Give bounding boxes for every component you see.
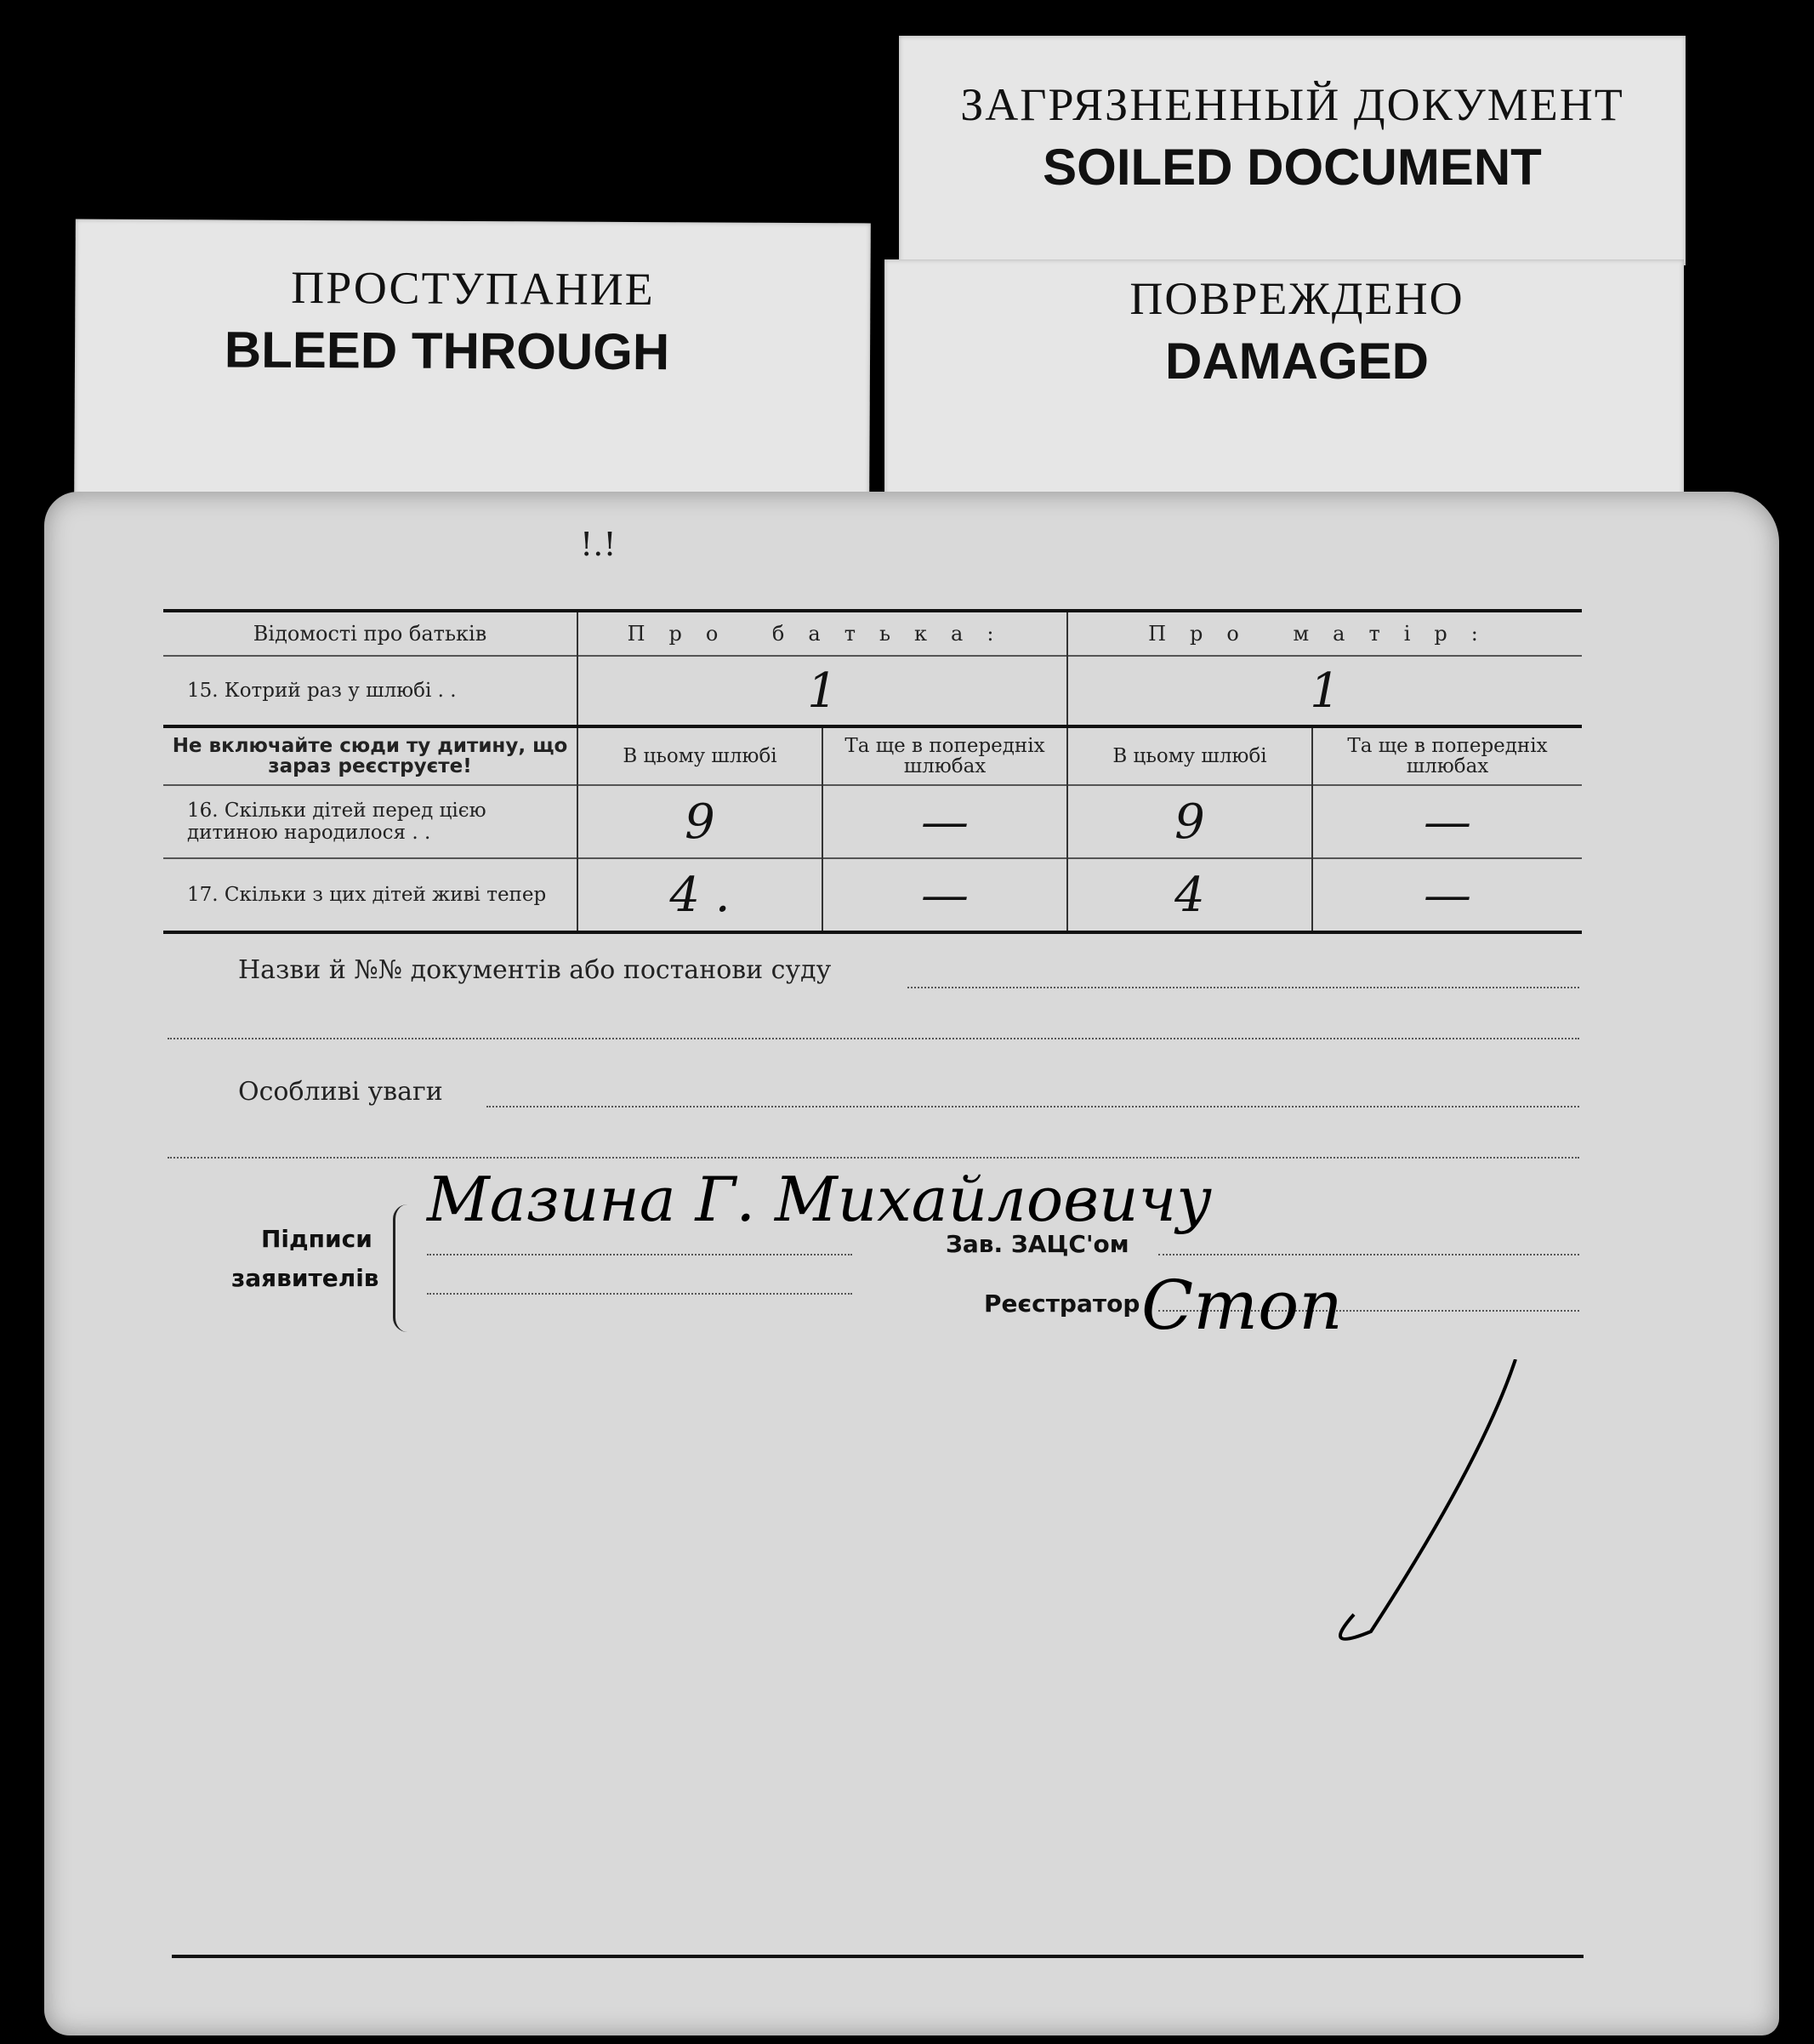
- row17-father-prev: —: [822, 858, 1067, 932]
- soiled-tag-ru: ЗАГРЯЗНЕННЫЙ ДОКУМЕНТ: [960, 79, 1624, 130]
- father-prev-marriages: Та ще в попередніх шлюбах: [822, 726, 1067, 785]
- damaged-tag-ru: ПОВРЕЖДЕНО: [1129, 273, 1464, 324]
- mother-prev-marriages: Та ще в попередніх шлюбах: [1312, 726, 1582, 785]
- note-exclude-child: Не включайте сюди ту дитину, що зараз реєструєте!: [163, 726, 577, 785]
- row16-mother-prev: —: [1312, 785, 1582, 858]
- bleed-tag-ru: ПРОСТУПАНИЕ: [291, 261, 655, 316]
- registrar-label: Реєстратор: [984, 1290, 1140, 1318]
- corner-mark: !.!: [580, 526, 617, 563]
- row17-label: 17. Скільки з цих дітей живі тепер: [163, 858, 577, 932]
- bleed-tag-en: BLEED THROUGH: [224, 321, 670, 381]
- row17-father-this: 4 .: [577, 858, 822, 932]
- applicants-label-2: заявителів: [231, 1264, 379, 1292]
- documents-label: Назви й №№ документів або постанови суду: [238, 955, 832, 985]
- head-label: Зав. ЗАЦС'ом: [946, 1230, 1129, 1258]
- documents-line-1: [907, 987, 1579, 988]
- row16-father-prev: —: [822, 785, 1067, 858]
- applicant-signature: Мазина Г. Михайловичу: [427, 1164, 1212, 1235]
- bottom-rule: [172, 1955, 1584, 1958]
- row15-label: 15. Котрий раз у шлюбі . .: [163, 656, 577, 726]
- applicants-brace: [393, 1204, 407, 1332]
- head-line: [1158, 1254, 1579, 1255]
- soiled-tag-en: SOILED DOCUMENT: [1043, 139, 1542, 196]
- row16-father-this: 9: [577, 785, 822, 858]
- header-info: Відомості про батьків: [163, 611, 577, 656]
- notes-line-2: [168, 1157, 1579, 1159]
- applicant-line-2: [427, 1293, 852, 1295]
- applicants-label-1: Підписи: [261, 1225, 372, 1253]
- notes-line-1: [486, 1106, 1579, 1107]
- registrar-signature: Стоп: [1141, 1266, 1343, 1345]
- applicant-line-1: [427, 1254, 852, 1255]
- damaged-tag-en: DAMAGED: [1165, 333, 1429, 390]
- header-mother: Про матір:: [1067, 611, 1582, 656]
- bleed-through-tag: [74, 219, 871, 504]
- form-page: [44, 492, 1779, 2035]
- damaged-tag: [884, 259, 1684, 510]
- row17-mother-prev: —: [1312, 858, 1582, 932]
- row16-label: 16. Скільки дітей перед цією дитиною народилося . .: [163, 785, 577, 858]
- header-father: Про батька:: [577, 611, 1067, 656]
- row16-mother-this: 9: [1067, 785, 1312, 858]
- row17-mother-this: 4: [1067, 858, 1312, 932]
- father-this-marriage: В цьому шлюбі: [577, 726, 822, 785]
- registrar-signature-stroke: [1303, 1359, 1524, 1648]
- row15-father: 1: [577, 656, 1067, 726]
- parents-table: [163, 609, 1582, 934]
- row15-mother: 1: [1067, 656, 1582, 726]
- soiled-document-tag: [899, 36, 1686, 265]
- mother-this-marriage: В цьому шлюбі: [1067, 726, 1312, 785]
- documents-line-2: [168, 1038, 1579, 1039]
- notes-label: Особливі уваги: [238, 1077, 443, 1107]
